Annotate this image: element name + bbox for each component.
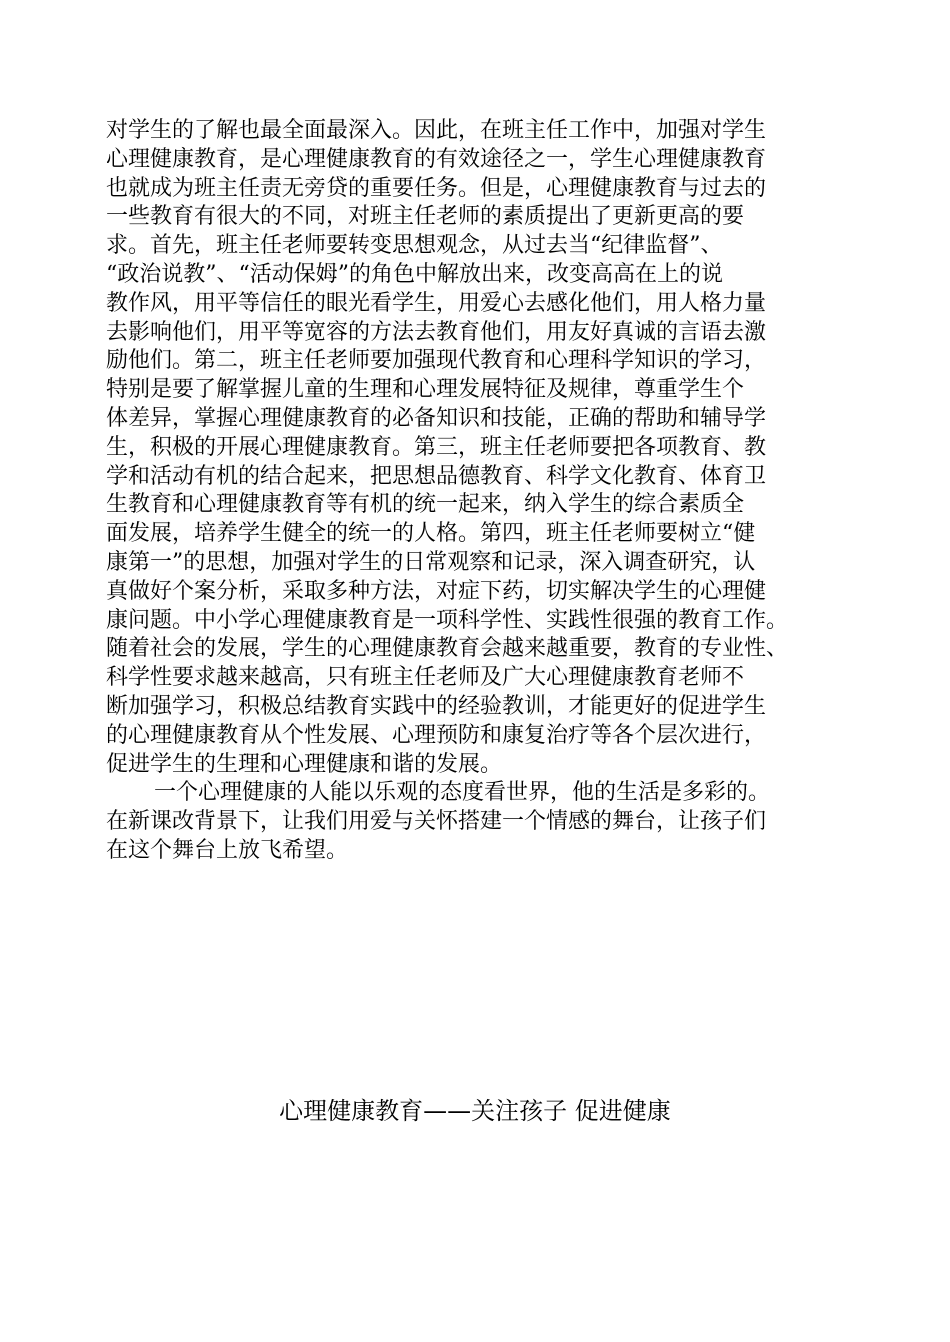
text-line: 体差异，掌握心理健康教育的必备知识和技能，正确的帮助和辅导学 [106, 405, 767, 431]
text-line: 也就成为班主任责无旁贷的重要任务。但是，心理健康教育与过去的 [106, 175, 767, 201]
text-line: 在这个舞台上放飞希望。 [106, 837, 349, 863]
text-line: 求。首先，班主任老师要转变思想观念，从过去当“纪律监督”、 [106, 233, 723, 259]
section-heading: 心理健康教育——关注孩子 促进健康 [279, 1097, 671, 1125]
paragraph-1 [106, 117, 866, 779]
text-line: 特别是要了解掌握儿童的生理和心理发展特征及规律，尊重学生个 [106, 377, 745, 403]
text-line: 学和活动有机的结合起来，把思想品德教育、科学文化教育、体育卫 [106, 463, 767, 489]
text-line: 随着社会的发展，学生的心理健康教育会越来越重要，教育的专业性、 [106, 636, 789, 662]
text-line: 教作风，用平等信任的眼光看学生，用爱心去感化他们，用人格力量 [106, 290, 767, 316]
text-line: 生教育和心理健康教育等有机的统一起来，纳入学生的综合素质全 [106, 492, 745, 518]
text-line: 科学性要求越来越高，只有班主任老师及广大心理健康教育老师不 [106, 665, 745, 691]
text-line: 心理健康教育，是心理健康教育的有效途径之一，学生心理健康教育 [106, 146, 767, 172]
text-line: 在新课改背景下，让我们用爱与关怀搭建一个情感的舞台，让孩子们 [106, 809, 767, 835]
text-line: 促进学生的生理和心理健康和谐的发展。 [106, 751, 503, 777]
text-line: 一些教育有很大的不同，对班主任老师的素质提出了更新更高的要 [106, 204, 745, 230]
body-text [106, 117, 866, 866]
paragraph-2 [106, 779, 866, 865]
text-line: 断加强学习，积极总结教育实践中的经验教训，才能更好的促进学生 [106, 693, 767, 719]
text-line: 真做好个案分析，采取多种方法，对症下药，切实解决学生的心理健 [106, 578, 767, 604]
text-line: 面发展，培养学生健全的统一的人格。第四，班主任老师要树立“健 [106, 521, 756, 547]
text-line: 的心理健康教育从个性发展、心理预防和康复治疗等各个层次进行， [106, 722, 767, 748]
text-line: 去影响他们，用平等宽容的方法去教育他们，用友好真诚的言语去激 [106, 319, 767, 345]
text-line: 康问题。中小学心理健康教育是一项科学性、实践性很强的教育工作。 [106, 607, 789, 633]
text-line: “政治说教”、“活动保姆”的角色中解放出来，改变高高在上的说 [106, 261, 723, 287]
text-line: 一个心理健康的人能以乐观的态度看世界，他的生活是多彩的。 [154, 780, 771, 806]
text-line: 对学生的了解也最全面最深入。因此，在班主任工作中，加强对学生 [106, 118, 767, 143]
text-line: 康第一”的思想，加强对学生的日常观察和记录，深入调查研究，认 [106, 549, 756, 575]
text-line: 励他们。第二，班主任老师要加强现代教育和心理科学知识的学习， [106, 348, 767, 374]
text-line: 生，积极的开展心理健康教育。第三，班主任老师要把各项教育、教 [106, 434, 767, 460]
